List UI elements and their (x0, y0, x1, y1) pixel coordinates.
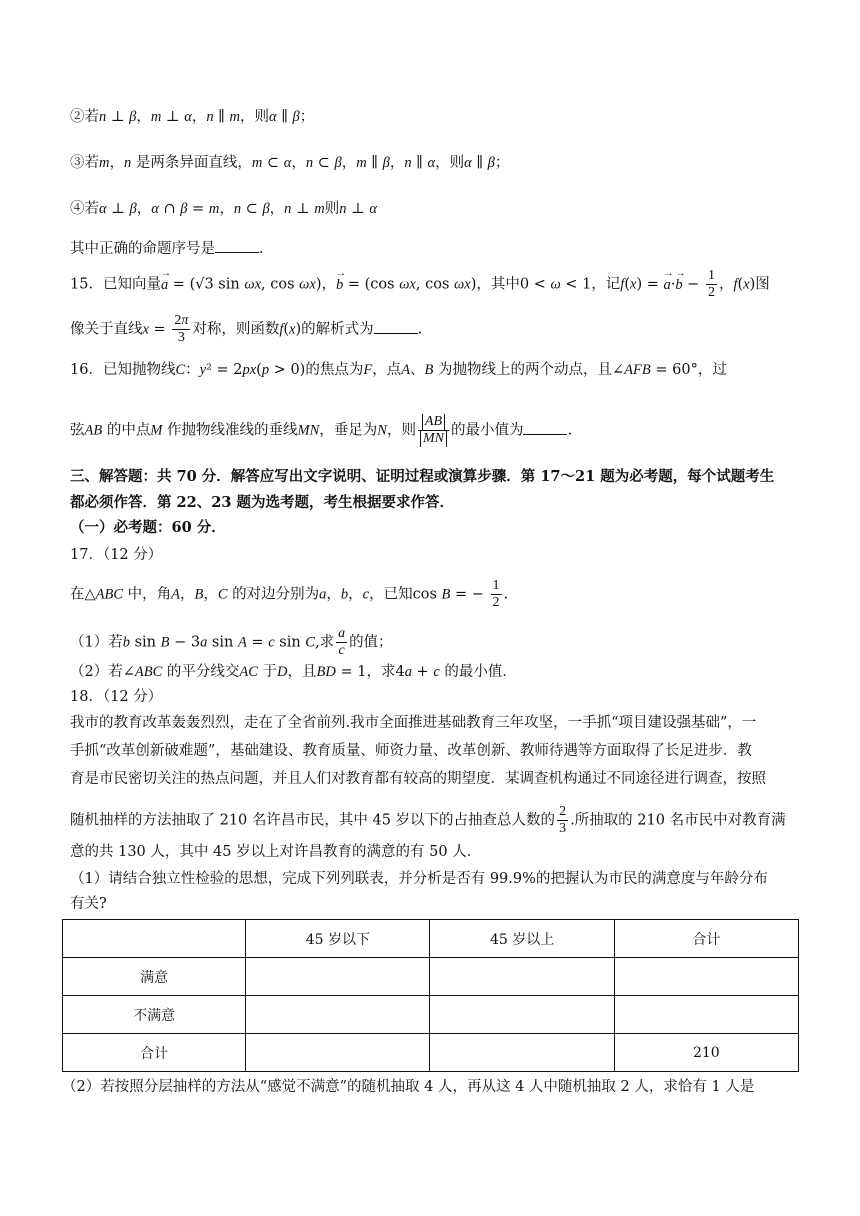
table-row (63, 996, 799, 1034)
p15-line-2: 像关于直线x = $\frac{2\pi}{3}$ 对称，则函数f(x)的解析式为 . (70, 313, 423, 345)
p18-q1-line-1: （1）请结合独立性检验的思想，完成下列列联表，并分析是否有 99.9%的把握认为市民的满意度与年龄分布 (70, 871, 768, 887)
table-cell[interactable] (246, 958, 430, 996)
p18-para-line-1: 我市的教育改革轰轰烈烈，走在了全省前列.我市全面推进基础教育三年攻坚，一手抓“项目建设强基础”，一 (70, 715, 757, 731)
p18-q2-line: （2）若按照分层抽样的方法从“感觉不满意”的随机抽取 4 人，再从这 4 人中随机抽取 2 人，求恰有 1 人是 (62, 1079, 755, 1095)
contingency-table (62, 919, 799, 1072)
p16-line-1: 16．已知抛物线C：y² = 2px(p > 0)的焦点为F，点A、B 为抛物线上的两个动点，且∠AFB = 60°，过 (70, 362, 727, 378)
table-row (63, 958, 799, 996)
table-header-row (63, 920, 799, 958)
p17-question-1: （1）若b sin B − 3a sin A = c sin C,求 $\frac{a}{c}$ 的值； (70, 626, 393, 658)
table-row (63, 1034, 799, 1072)
fraction-two-thirds: $\frac{2}{3}$ (559, 804, 567, 836)
p18-para-line-2: 手抓“改革创新破难题”，基础建设、教育质量、师资力量、改革创新、教师待遇等方面取得了长足进步．教 (70, 743, 752, 759)
table-cell[interactable] (614, 958, 798, 996)
p17-number: 17．（12 分） (70, 547, 163, 563)
section-heading-line-2: 都必须作答．第 22、23 题为选考题，考生根据要求作答． (70, 494, 454, 511)
answer-blank[interactable] (523, 420, 567, 435)
table-cell: 满意 (63, 958, 246, 996)
table-header-cell (63, 920, 246, 958)
p18-para-line-3: 育是市民密切关注的热点问题，并且人们对教育都有较高的期望度．某调查机构通过不同途径进行调查，按照 (70, 771, 766, 787)
table-cell: 不满意 (63, 996, 246, 1034)
table-header-cell: 45 岁以上 (430, 920, 614, 958)
p14-question: 其中正确的命题序号是 . (70, 238, 796, 259)
table-cell[interactable] (246, 1034, 430, 1072)
table-cell[interactable] (430, 1034, 614, 1072)
p17-intro: 在△ABC 中，角A，B，C 的对边分别为a，b，c，已知cos B = − $\frac{1}{2}$ . (70, 578, 509, 610)
p18-number: 18．（12 分） (70, 689, 163, 705)
section-heading-line-1: 三、解答题：共 70 分．解答应写出文字说明、证明过程或演算步骤．第 17～21 题为必考题，每个试题考生 (70, 468, 775, 485)
p18-para-line-4: 随机抽样的方法抽取了 210 名许昌市民，其中 45 岁以下的占抽查总人数的 $\frac{2}{3}$ .所抽取的 210 名市民中对教育满 (70, 804, 786, 836)
p14-item-4: ④若α ⊥ β，α ∩ β = m，n ⊂ β，n ⊥ m则n ⊥ α (70, 201, 377, 217)
answer-blank[interactable] (374, 319, 418, 334)
p18-q1-line-2: 有关? (70, 896, 107, 912)
table-cell[interactable] (430, 958, 614, 996)
fraction-one-half: $\frac{1}{2}$ (492, 578, 500, 610)
table-cell: 210 (614, 1034, 798, 1072)
fraction-one-half: $\frac{1}{2}$ (707, 268, 715, 300)
table-cell[interactable] (430, 996, 614, 1034)
table-cell[interactable] (246, 996, 430, 1034)
fraction-2pi-over-3: $\frac{2\pi}{3}$ (174, 313, 189, 345)
p18-para-line-5: 意的共 130 人，其中 45 岁以上对许昌教育的满意的有 50 人． (70, 844, 482, 860)
p14-item-3: ③若m，n 是两条异面直线，m ⊂ α，n ⊂ β，m ∥ β，n ∥ α，则α ∥ β； (70, 155, 510, 171)
section-part-1: （一）必考题：60 分． (70, 519, 226, 536)
p15-line-1: 15．已知向量→ a = (√3 sin ωx, cos ωx)，→ b = (cos ωx, cos ωx)，其中0 < ω < 1，记f(x) = → a·→ b − $\frac{1}{2}$ ，f(x)图 (70, 268, 796, 301)
fraction-ab-over-mn: $\frac{AB}{MN}$ (418, 414, 449, 447)
table-header-cell: 合计 (614, 920, 798, 958)
table-cell: 合计 (63, 1034, 246, 1072)
table-cell[interactable] (614, 996, 798, 1034)
p17-question-2: （2）若∠ABC 的平分线交AC 于D，且BD = 1，求4a + c 的最小值． (70, 664, 517, 680)
p16-line-2: 弦AB 的中点M 作抛物线准线的垂线MN，垂足为N，则 $\frac{AB}{MN}$ 的最小值为 . (70, 414, 573, 446)
answer-blank[interactable] (215, 238, 259, 253)
fraction-a-over-c: $\frac{a}{c}$ (338, 626, 346, 658)
table-header-cell: 45 岁以下 (246, 920, 430, 958)
p14-item-2: ②若n ⊥ β，m ⊥ α，n ∥ m，则α ∥ β； (70, 109, 315, 125)
